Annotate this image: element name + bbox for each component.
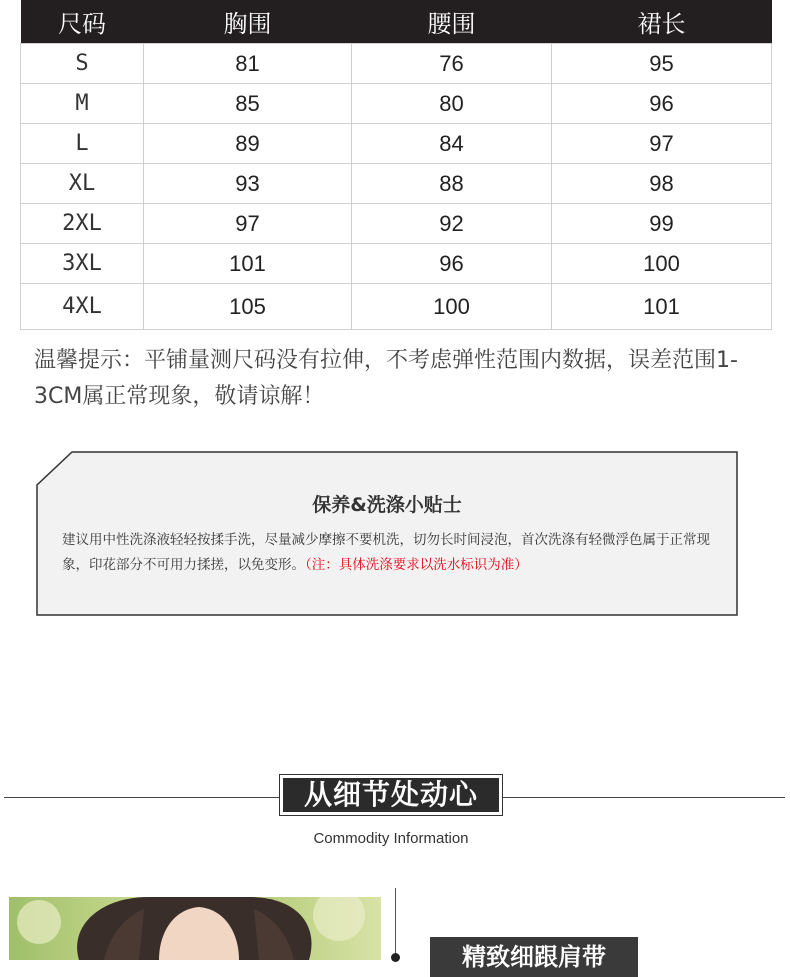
divider-right	[503, 797, 785, 798]
cell-waist: 96	[352, 244, 552, 284]
header-chest: 胸围	[144, 0, 352, 44]
cell-waist: 80	[352, 84, 552, 124]
section-title-frame	[279, 774, 503, 816]
table-row	[21, 164, 772, 204]
care-body: 建议用中性洗涤液轻轻按揉手洗，尽量减少摩擦不要机洗，切勿长时间浸泡，首次洗涤有轻微浮色属于正常现象，印花部分不可用力揉搓，以免变形。	[62, 532, 710, 573]
table-row	[21, 284, 772, 330]
detail-vertical-line	[395, 888, 396, 960]
cell-chest: 85	[144, 84, 352, 124]
cell-size: M	[21, 84, 144, 124]
table-row	[21, 84, 772, 124]
table-row	[21, 44, 772, 84]
care-note: （注：具体洗涤要求以洗水标识为准）	[305, 557, 528, 573]
header-waist: 腰围	[352, 0, 552, 44]
cell-size: 4XL	[21, 284, 144, 330]
care-title: 保养&洗涤小贴士	[312, 494, 462, 516]
table-row	[21, 204, 772, 244]
cell-length: 100	[552, 244, 772, 284]
cell-size: XL	[21, 164, 144, 204]
cell-chest: 97	[144, 204, 352, 244]
cell-chest: 81	[144, 44, 352, 84]
divider-left	[4, 797, 279, 798]
size-table-header-row	[21, 0, 772, 44]
cell-chest: 89	[144, 124, 352, 164]
size-tip-text: 温馨提示：平铺量测尺码没有拉伸，不考虑弹性范围内数据，误差范围1-3CM属正常现象，敬请谅解！	[34, 348, 738, 409]
detail-label: 精致细跟肩带	[430, 937, 638, 977]
table-row	[21, 124, 772, 164]
section-title: 从细节处动心	[283, 778, 499, 812]
cell-waist: 100	[352, 284, 552, 330]
cell-size: 3XL	[21, 244, 144, 284]
cell-size: S	[21, 44, 144, 84]
cell-length: 95	[552, 44, 772, 84]
cell-waist: 88	[352, 164, 552, 204]
table-row	[21, 244, 772, 284]
cell-waist: 84	[352, 124, 552, 164]
cell-waist: 76	[352, 44, 552, 84]
cell-length: 96	[552, 84, 772, 124]
cell-chest: 93	[144, 164, 352, 204]
cell-chest: 101	[144, 244, 352, 284]
cell-length: 101	[552, 284, 772, 330]
product-photo-image	[9, 897, 381, 960]
header-length: 裙长	[552, 0, 772, 44]
care-text	[62, 528, 722, 578]
cell-length: 99	[552, 204, 772, 244]
section-subtitle: Commodity Information	[313, 830, 469, 847]
cell-length: 97	[552, 124, 772, 164]
header-size: 尺码	[21, 0, 144, 44]
cell-length: 98	[552, 164, 772, 204]
size-table	[20, 0, 772, 330]
cell-size: 2XL	[21, 204, 144, 244]
cell-waist: 92	[352, 204, 552, 244]
cell-chest: 105	[144, 284, 352, 330]
product-photo	[9, 897, 381, 960]
detail-dot	[391, 953, 400, 962]
cell-size: L	[21, 124, 144, 164]
